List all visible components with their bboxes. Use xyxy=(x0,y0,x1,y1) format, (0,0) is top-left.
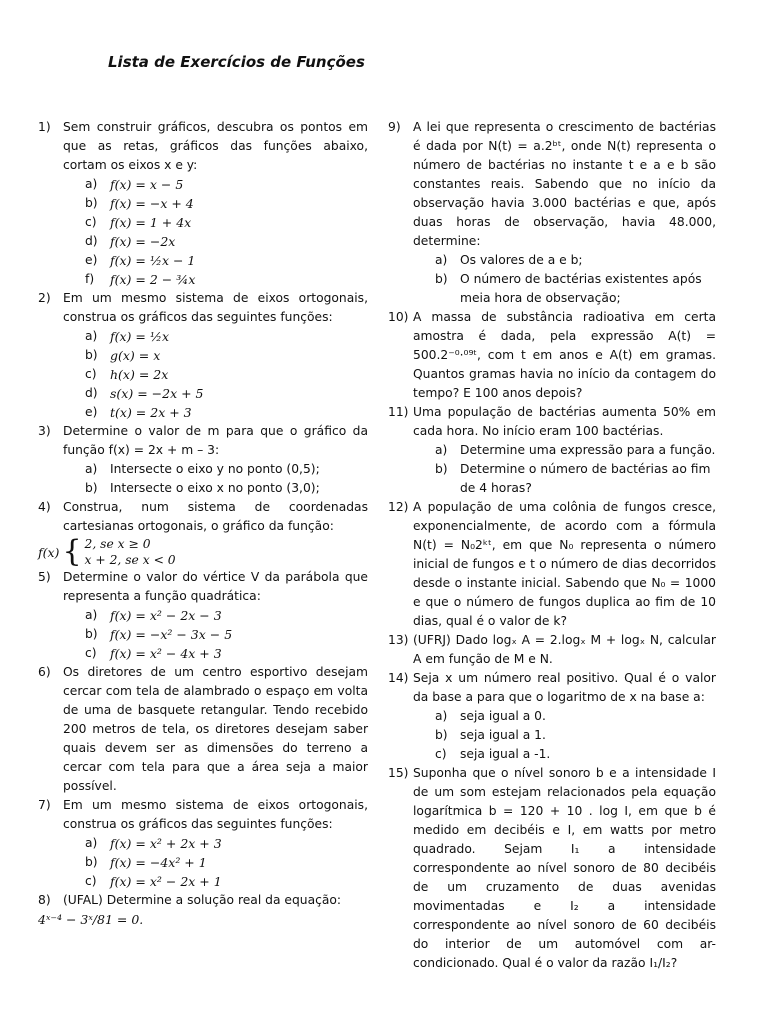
list-item xyxy=(85,251,368,270)
item-label: e) xyxy=(85,253,98,267)
list-item xyxy=(85,232,368,251)
item-text: Intersecte o eixo x no ponto (3,0); xyxy=(110,481,320,495)
question-text: Construa, num sistema de coordenadas cartesianas ortogonais, o gráfico da função: xyxy=(63,500,368,533)
item-label: a) xyxy=(85,177,98,191)
question-2 xyxy=(38,289,368,327)
item-text: f(x) = x² − 4x + 3 xyxy=(110,646,222,661)
list-item xyxy=(435,270,716,308)
list-item xyxy=(85,213,368,232)
brace-symbol: { xyxy=(62,534,82,569)
item-label: a) xyxy=(85,462,98,476)
item-label: d) xyxy=(85,386,98,400)
list-item xyxy=(435,251,716,270)
question-number: 7) xyxy=(38,798,51,812)
item-label: c) xyxy=(85,215,97,229)
list-item xyxy=(435,460,716,498)
list-item xyxy=(435,726,716,745)
list-item xyxy=(435,745,716,764)
item-label: b) xyxy=(435,462,448,476)
question-text: Uma população de bactérias aumenta 50% em cada hora. No início eram 100 bactérias. xyxy=(413,405,716,438)
item-text: seja igual a -1. xyxy=(460,747,551,761)
item-text: seja igual a 1. xyxy=(460,728,546,742)
question-number: 12) xyxy=(388,500,409,514)
list-item xyxy=(85,403,368,422)
list-item xyxy=(85,194,368,213)
item-label: a) xyxy=(435,709,448,723)
item-label: a) xyxy=(435,253,448,267)
item-text: seja igual a 0. xyxy=(460,709,546,723)
item-text: f(x) = −x + 4 xyxy=(110,196,194,211)
question-text: Seja x um número real positivo. Qual é o valor da base a para que o logaritmo de x na base a: xyxy=(413,671,716,704)
item-label: b) xyxy=(85,348,98,362)
question-5 xyxy=(38,568,368,606)
list-item xyxy=(85,872,368,891)
item-label: b) xyxy=(85,855,98,869)
list-item xyxy=(85,365,368,384)
question-text: (UFAL) Determine a solução real da equação: xyxy=(63,893,342,907)
item-label: d) xyxy=(85,234,98,248)
question-text: Em um mesmo sistema de eixos ortogonais, construa os gráficos das seguintes funções: xyxy=(63,291,368,324)
question-10 xyxy=(388,308,716,403)
list-item xyxy=(85,853,368,872)
item-label: a) xyxy=(85,329,98,343)
item-text: f(x) = ½x xyxy=(110,329,170,344)
question-4 xyxy=(38,498,368,536)
list-item xyxy=(85,460,368,479)
item-label: c) xyxy=(85,646,97,660)
question-number: 6) xyxy=(38,665,51,679)
question-number: 15) xyxy=(388,766,409,780)
question-text: Determine o valor de m para que o gráfico da função f(x) = 2x + m – 3: xyxy=(63,424,368,457)
question-text: (UFRJ) Dado logₓ A = 2.logₓ M + logₓ N, calcular A em função de M e N. xyxy=(413,633,716,666)
question-text: Sem construir gráficos, descubra os pontos em que as retas, gráficos das funções abaixo, cortam os eixos x e y: xyxy=(63,120,368,172)
question-number: 10) xyxy=(388,310,409,324)
question-13 xyxy=(388,631,716,669)
item-label: b) xyxy=(435,728,448,742)
item-text: Os valores de a e b; xyxy=(460,253,583,267)
case-1: 2, se x ≥ 0 xyxy=(84,537,151,551)
question-text: Suponha que o nível sonoro b e a intensidade I de um som estejam relacionados pela equação logarítmica b = 120 + 10 . log I, em que b é medido em decibéis e I, em watts por metro quadrado. Sejam I₁ a intensidade correspondente ao nível sonoro de 80 decibéis de um cruzamento de duas avenidas movimentadas e I₂ a intensidade correspondente ao nível sonoro de 60 decibéis do interior de um automóvel com ar-condicionado. Qual é o valor da razão I₁/I₂? xyxy=(413,766,716,970)
question-number: 4) xyxy=(38,500,51,514)
item-text: h(x) = 2x xyxy=(110,367,169,382)
item-label: a) xyxy=(435,443,448,457)
item-text: f(x) = −x² − 3x − 5 xyxy=(110,627,233,642)
item-text: f(x) = x − 5 xyxy=(110,177,184,192)
equation: 4ˣ⁻⁴ − 3ˣ/81 = 0. xyxy=(38,912,144,927)
item-text: f(x) = x² + 2x + 3 xyxy=(110,836,222,851)
item-label: e) xyxy=(85,405,98,419)
item-label: b) xyxy=(85,627,98,641)
item-label: a) xyxy=(85,608,98,622)
question-text: Os diretores de um centro esportivo desejam cercar com tela de alambrado o espaço em volta de uma de basquete retangular. Tendo recebido 200 metros de tela, os diretores desejam saber quais devem ser as dimensões do terreno a cercar com tela para que a área seja a maior possível. xyxy=(63,665,368,793)
question-text: A população de uma colônia de fungos cresce, exponencialmente, de acordo com a fórmula N(t) = N₀2ᵏᵗ, em que N₀ representa o número inicial de fungos e t o número de dias decorridos desde o instante inicial. Sabendo que N₀ = 1000 e que o número de fungos duplica ao fim de 10 dias, qual é o valor de k? xyxy=(413,500,716,628)
item-text: t(x) = 2x + 3 xyxy=(110,405,192,420)
list-item xyxy=(85,625,368,644)
item-text: g(x) = x xyxy=(110,348,161,363)
question-text: A massa de substância radioativa em certa amostra é dada, pela expressão A(t) = 500.2⁻⁰·⁰⁹ᵗ, com t em anos e A(t) em gramas. Quantos gramas havia no início da contagem do tempo? E 100 anos depois? xyxy=(413,310,716,400)
question-number: 8) xyxy=(38,893,51,907)
list-item xyxy=(85,606,368,625)
item-label: b) xyxy=(85,196,98,210)
question-number: 11) xyxy=(388,405,409,419)
question-6 xyxy=(38,663,368,796)
item-label: b) xyxy=(435,272,448,286)
question-3 xyxy=(38,422,368,460)
question-1 xyxy=(38,118,368,175)
list-item xyxy=(435,441,716,460)
question-9 xyxy=(388,118,716,251)
item-label: c) xyxy=(85,874,97,888)
item-text: s(x) = −2x + 5 xyxy=(110,386,204,401)
item-text: f(x) = −4x² + 1 xyxy=(110,855,207,870)
list-item xyxy=(85,384,368,403)
list-item xyxy=(85,346,368,365)
right-column xyxy=(388,118,716,973)
item-text: f(x) = 1 + 4x xyxy=(110,215,192,230)
question-14 xyxy=(388,669,716,707)
question-number: 13) xyxy=(388,633,409,647)
question-7 xyxy=(38,796,368,834)
item-text: O número de bactérias existentes após meia hora de observação; xyxy=(460,272,702,305)
list-item xyxy=(85,834,368,853)
list-item xyxy=(85,479,368,498)
question-number: 9) xyxy=(388,120,401,134)
question-number: 2) xyxy=(38,291,51,305)
item-text: f(x) = x² − 2x + 1 xyxy=(110,874,222,889)
function-name: f(x) xyxy=(38,544,60,560)
question-number: 3) xyxy=(38,424,51,438)
piecewise-function xyxy=(38,536,368,568)
question-text: Determine o valor do vértice V da parábola que representa a função quadrática: xyxy=(63,570,368,603)
list-item xyxy=(435,707,716,726)
item-text: Intersecte o eixo y no ponto (0,5); xyxy=(110,462,320,476)
item-text: f(x) = −2x xyxy=(110,234,176,249)
question-12 xyxy=(388,498,716,631)
item-text: f(x) = ½x − 1 xyxy=(110,253,196,268)
list-item xyxy=(85,327,368,346)
item-text: f(x) = 2 − ¾x xyxy=(110,272,196,287)
list-item xyxy=(85,175,368,194)
cases xyxy=(85,536,176,568)
list-item xyxy=(85,644,368,663)
item-text: Determine o número de bactérias ao fim de 4 horas? xyxy=(460,462,711,495)
item-label: b) xyxy=(85,481,98,495)
item-text: Determine uma expressão para a função. xyxy=(460,443,716,457)
page-title: Lista de Exercícios de Funções xyxy=(108,53,365,71)
item-label: a) xyxy=(85,836,98,850)
question-8 xyxy=(38,891,368,910)
item-label: c) xyxy=(435,747,447,761)
question-number: 14) xyxy=(388,671,409,685)
question-text: A lei que representa o crescimento de bactérias é dada por N(t) = a.2ᵇᵗ, onde N(t) representa o número de bactérias no instante t e a e b são constantes reais. Sabendo que no início da observação havia 3.000 bactérias e que, após duas horas de observação, havia 48.000, determine: xyxy=(413,120,716,248)
question-number: 1) xyxy=(38,120,51,134)
case-2: x + 2, se x < 0 xyxy=(84,553,176,567)
question-number: 5) xyxy=(38,570,51,584)
item-label: f) xyxy=(85,272,95,286)
list-item xyxy=(85,270,368,289)
question-text: Em um mesmo sistema de eixos ortogonais, construa os gráficos das seguintes funções: xyxy=(63,798,368,831)
item-label: c) xyxy=(85,367,97,381)
question-15 xyxy=(388,764,716,973)
left-column xyxy=(38,118,368,929)
question-11 xyxy=(388,403,716,441)
item-text: f(x) = x² − 2x − 3 xyxy=(110,608,222,623)
